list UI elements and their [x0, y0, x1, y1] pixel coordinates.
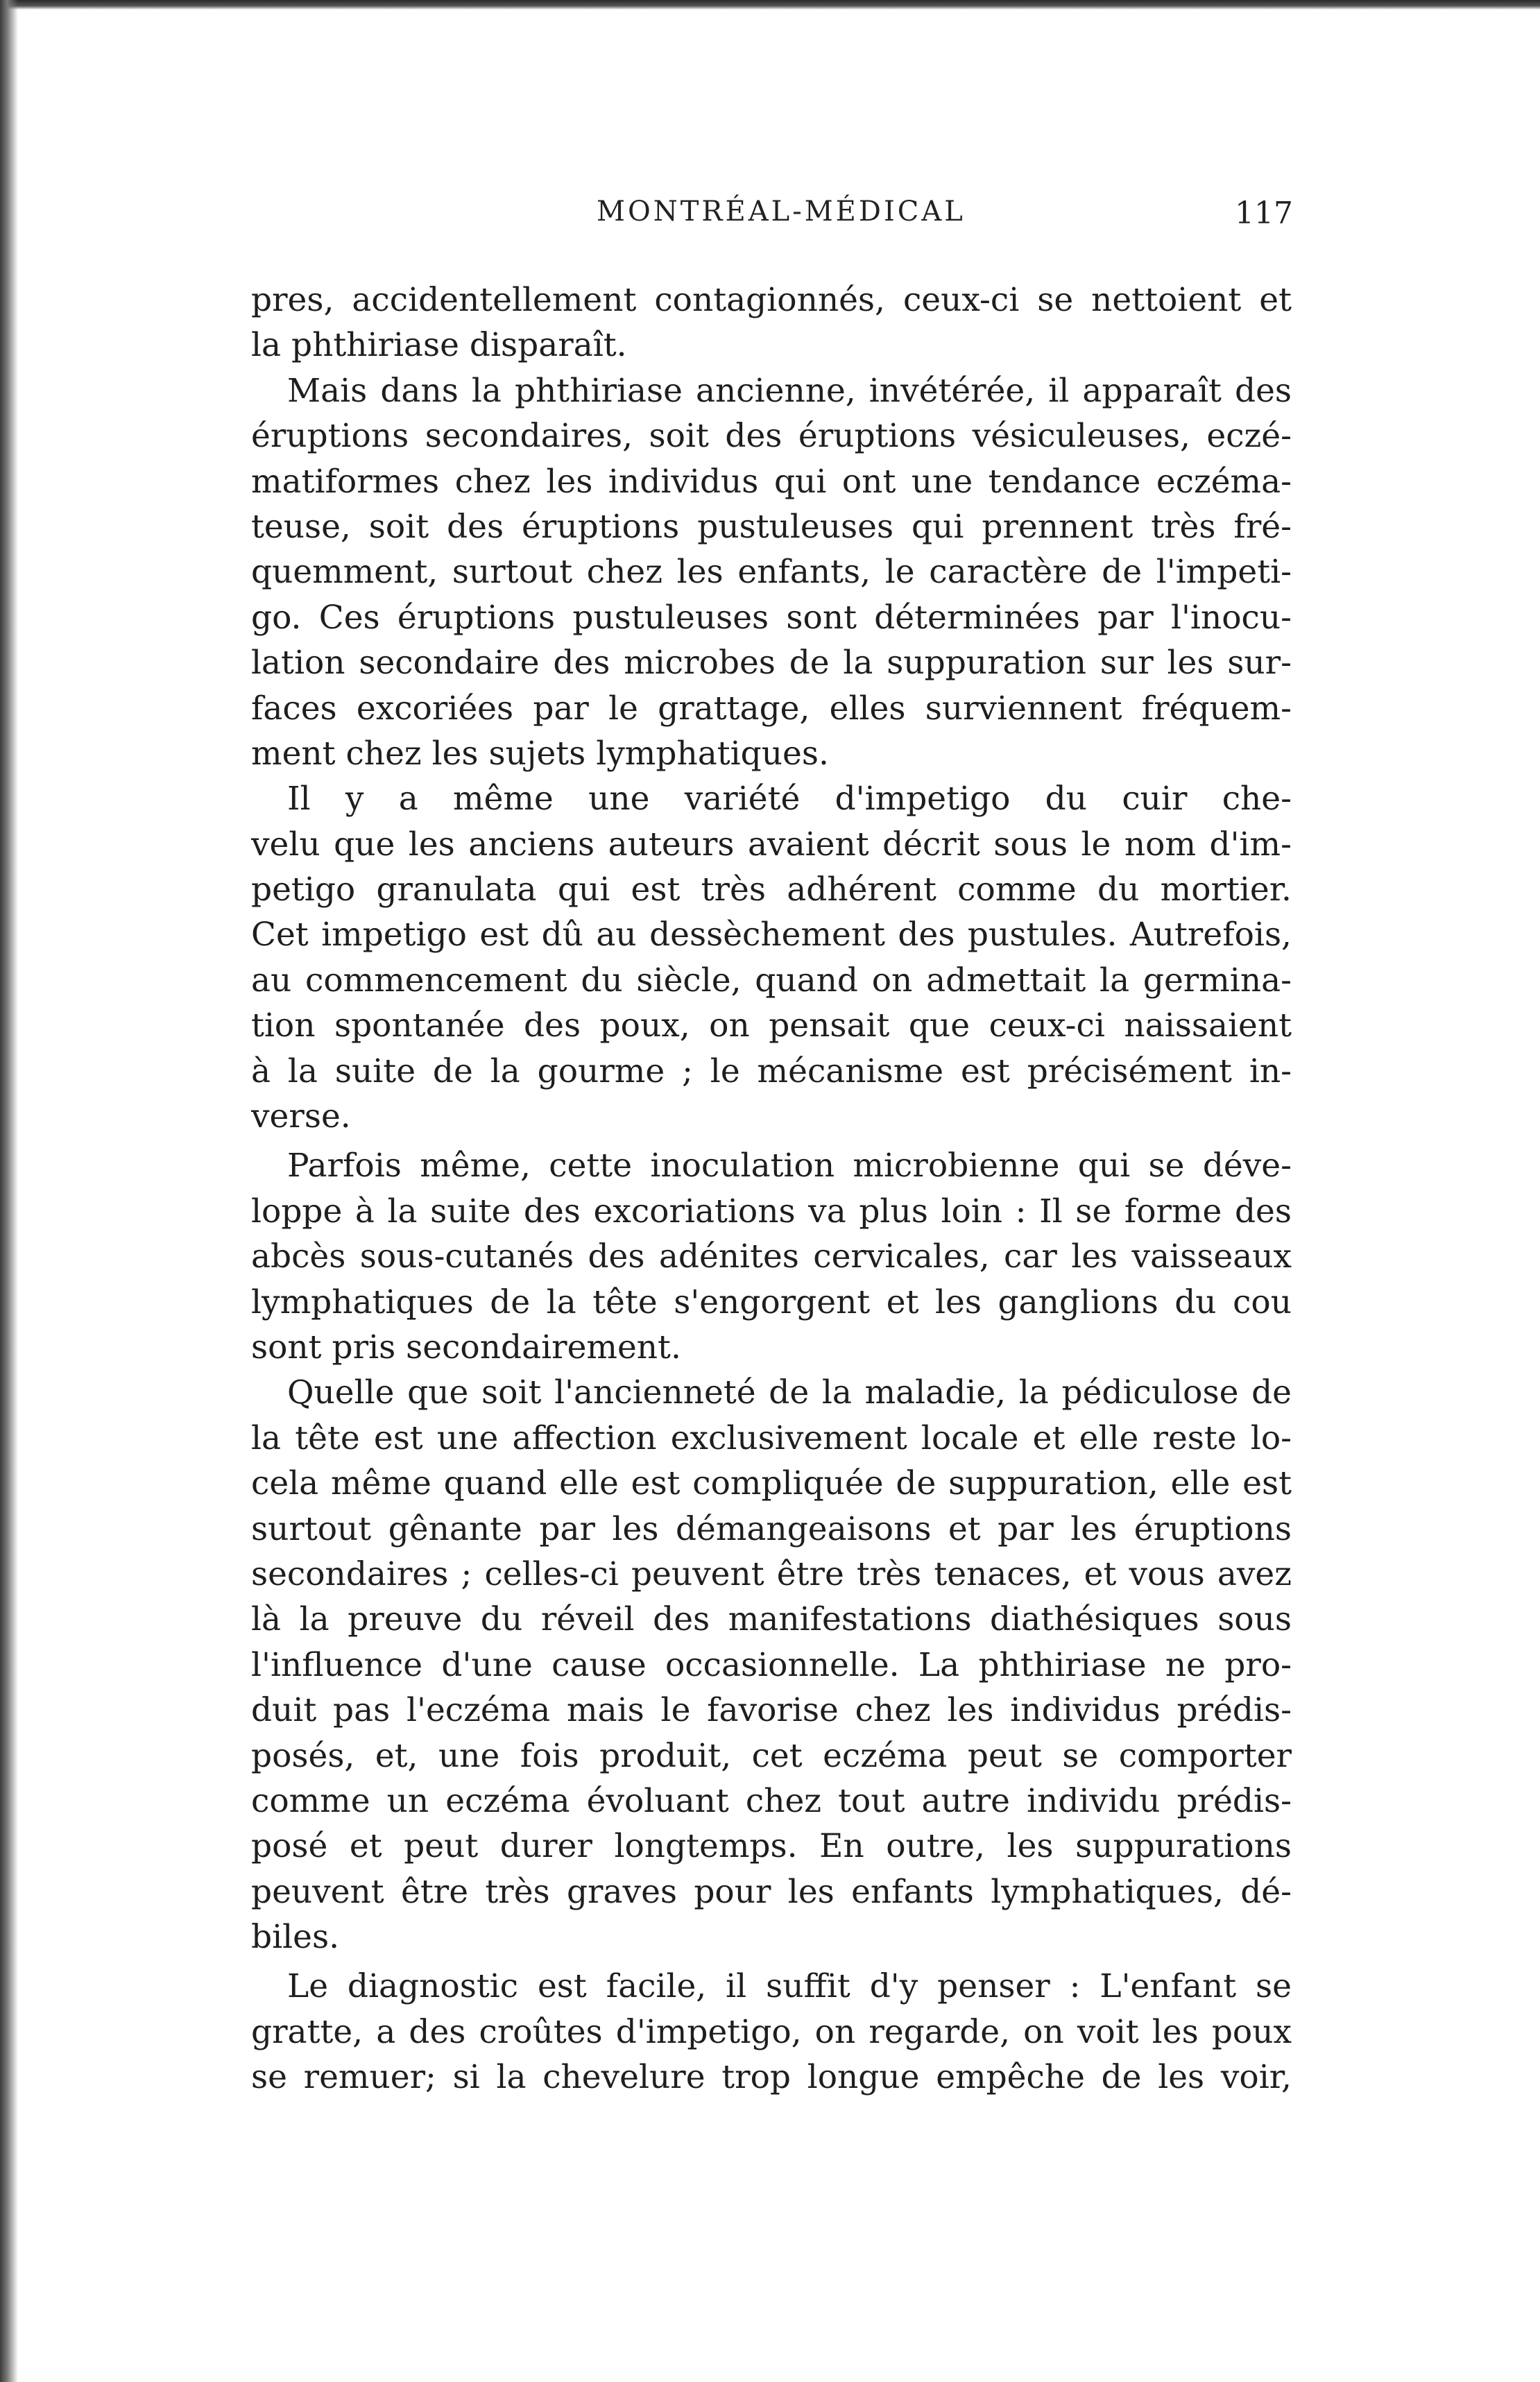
- text-line: Cet impetigo est dû au dessèchement des pustules. Autrefois,: [251, 916, 1292, 954]
- page-body: [251, 277, 1292, 2100]
- text-line: se remuer; si la chevelure trop longue empêche de les voir,: [251, 2058, 1292, 2097]
- text-line: faces excoriées par le grattage, elles surviennent fréquem-: [251, 689, 1292, 728]
- text-line: loppe à la suite des excoriations va plus loin : Il se forme des: [251, 1192, 1292, 1231]
- page-number: 117: [1235, 196, 1293, 231]
- text-line: gratte, a des croûtes d'impetigo, on regarde, on voit les poux: [251, 2012, 1292, 2051]
- text-line: Quelle que soit l'ancienneté de la maladie, la pédiculose de: [287, 1373, 1292, 1412]
- text-line: lymphatiques de la tête s'engorgent et les ganglions du cou: [251, 1283, 1292, 1321]
- text-line: biles.: [251, 1918, 340, 1957]
- text-line: teuse, soit des éruptions pustuleuses qui prennent très fré-: [251, 507, 1292, 546]
- scan-left-edge: [0, 0, 18, 2382]
- text-line: duit pas l'eczéma mais le favorise chez les individus prédis-: [251, 1691, 1292, 1730]
- text-line: Il y a même une variété d'impetigo du cuir che-: [287, 780, 1292, 819]
- text-line: à la suite de la gourme ; le mécanisme est précisément in-: [251, 1052, 1292, 1090]
- text-line: pres, accidentellement contagionnés, ceux-ci se nettoient et: [251, 281, 1292, 319]
- text-line: lation secondaire des microbes de la suppuration sur les sur-: [251, 644, 1292, 683]
- text-line: petigo granulata qui est très adhérent comme du mortier.: [251, 871, 1292, 909]
- text-line: posés, et, une fois produit, cet eczéma peut se comporter: [251, 1736, 1292, 1775]
- text-line: abcès sous-cutanés des adénites cervicales, car les vaisseaux: [251, 1237, 1292, 1276]
- text-line: posé et peut durer longtemps. En outre, les suppurations: [251, 1827, 1292, 1866]
- paragraph: [251, 776, 1292, 1139]
- text-line: sont pris secondairement.: [251, 1328, 681, 1366]
- text-line: verse.: [251, 1097, 351, 1136]
- text-line: Parfois même, cette inoculation microbienne qui se déve-: [287, 1147, 1292, 1185]
- text-line: tion spontanée des poux, on pensait que ceux-ci naissaient: [251, 1006, 1292, 1045]
- paragraph: [251, 368, 1292, 777]
- scan-top-edge: [0, 0, 1540, 10]
- text-line: au commencement du siècle, quand on admettait la germina-: [251, 961, 1292, 1000]
- text-line: Mais dans la phthiriase ancienne, invétérée, il apparaît des: [287, 371, 1292, 410]
- running-head: [0, 196, 1540, 237]
- text-line: la tête est une affection exclusivement locale et elle reste lo-: [251, 1419, 1292, 1457]
- text-line: l'influence d'une cause occasionnelle. La phthiriase ne pro-: [251, 1645, 1292, 1684]
- text-line: velu que les anciens auteurs avaient décrit sous le nom d'im-: [251, 825, 1292, 864]
- text-line: surtout gênante par les démangeaisons et par les éruptions: [251, 1509, 1292, 1548]
- text-line: ment chez les sujets lymphatiques.: [251, 734, 829, 773]
- text-line: là la preuve du réveil des manifestations diathésiques sous: [251, 1600, 1292, 1639]
- journal-title: MONTRÉAL-MÉDICAL: [597, 196, 966, 228]
- text-line: peuvent être très graves pour les enfants lymphatiques, dé-: [251, 1872, 1292, 1911]
- paragraph: [251, 277, 1292, 368]
- text-line: secondaires ; celles-ci peuvent être très tenaces, et vous avez: [251, 1554, 1292, 1593]
- text-line: matiformes chez les individus qui ont une tendance eczéma-: [251, 462, 1292, 501]
- text-line: éruptions secondaires, soit des éruptions vésiculeuses, eczé-: [251, 417, 1292, 456]
- paragraph: [251, 1964, 1292, 2100]
- text-line: go. Ces éruptions pustuleuses sont déterminées par l'inocu-: [251, 598, 1292, 637]
- text-line: la phthiriase disparaît.: [251, 326, 627, 365]
- text-line: cela même quand elle est compliquée de suppuration, elle est: [251, 1464, 1292, 1503]
- text-line: comme un eczéma évoluant chez tout autre individu prédis-: [251, 1781, 1292, 1820]
- text-line: quemment, surtout chez les enfants, le caractère de l'impeti-: [251, 553, 1292, 592]
- paragraph: [251, 1370, 1292, 1960]
- text-line: Le diagnostic est facile, il suffit d'y penser : L'enfant se: [287, 1967, 1292, 2006]
- paragraph: [251, 1143, 1292, 1370]
